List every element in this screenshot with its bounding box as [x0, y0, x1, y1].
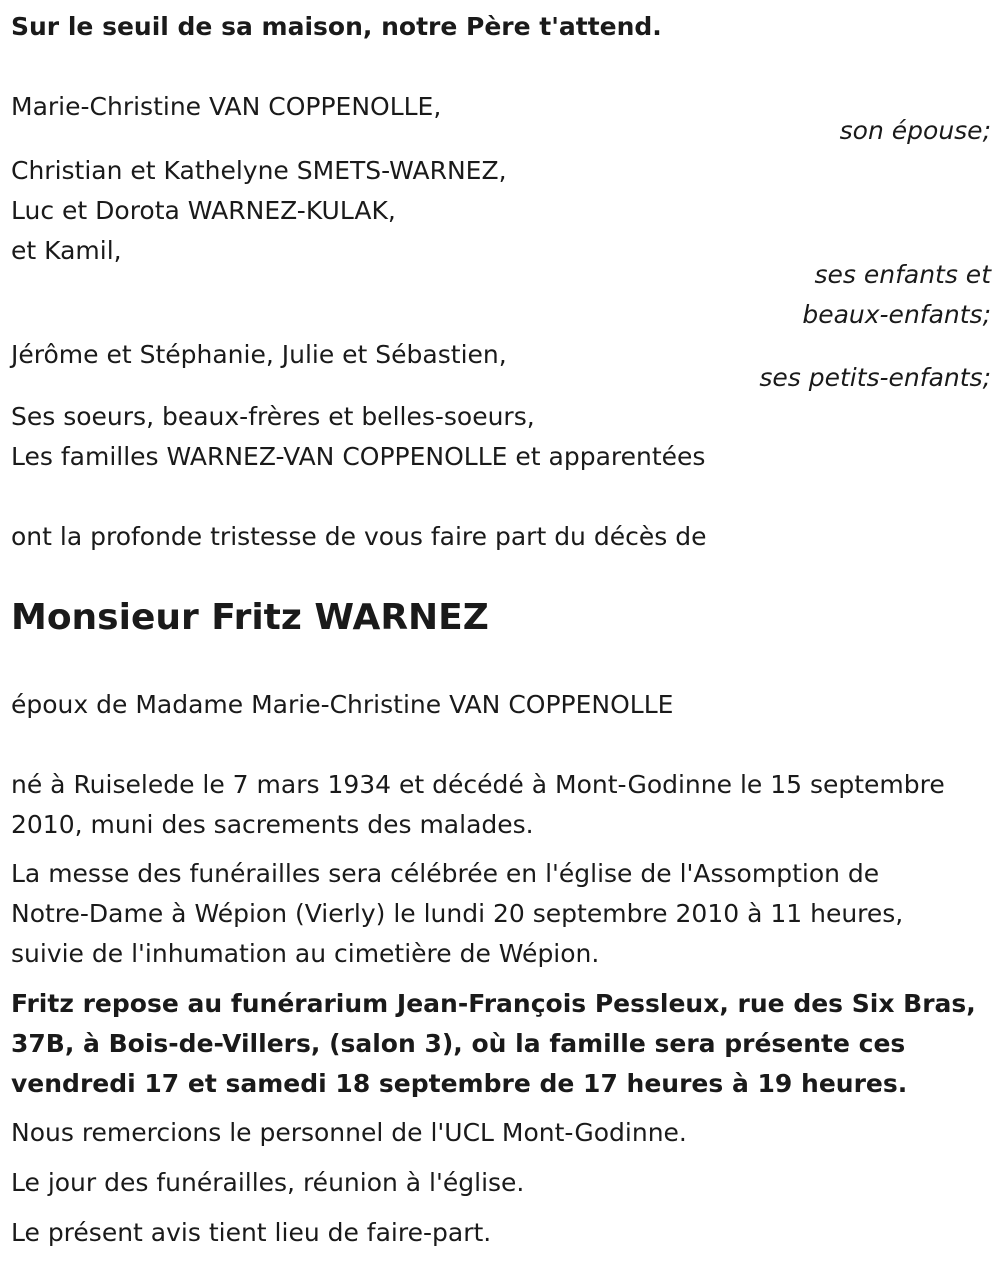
child-line-3: et Kamil, — [11, 236, 122, 265]
grandchildren-names: Jérôme et Stéphanie, Julie et Sébastien, — [11, 340, 507, 369]
funerarium-line-1: Fritz repose au funérarium Jean-François Pessleux, rue des Six Bras, — [11, 989, 976, 1018]
thanks-text: Nous remercions le personnel de l'UCL Mont-Godinne. — [11, 1118, 687, 1147]
children-role-line-1: ses enfants et — [814, 260, 991, 289]
mass-line-1: La messe des funérailles sera célébrée en l'église de l'Assomption de — [11, 859, 880, 888]
child-line-1: Christian et Kathelyne SMETS-WARNEZ, — [11, 156, 507, 185]
funerarium-line-2: 37B, à Bois-de-Villers, (salon 3), où la famille sera présente ces — [11, 1029, 906, 1058]
announcement-intro: ont la profonde tristesse de vous faire part du décès de — [11, 522, 707, 551]
spouse-of: époux de Madame Marie-Christine VAN COPPENOLLE — [11, 690, 674, 719]
spouse-name: Marie-Christine VAN COPPENOLLE, — [11, 92, 442, 121]
notice-text: Le présent avis tient lieu de faire-part. — [11, 1218, 492, 1247]
deceased-name: Monsieur Fritz WARNEZ — [11, 597, 489, 638]
grandchildren-role: ses petits-enfants; — [759, 363, 991, 392]
opening-quote: Sur le seuil de sa maison, notre Père t'attend. — [11, 12, 662, 41]
mass-line-3: suivie de l'inhumation au cimetière de Wépion. — [11, 939, 600, 968]
meeting-text: Le jour des funérailles, réunion à l'église. — [11, 1168, 525, 1197]
spouse-role: son épouse; — [839, 116, 991, 145]
mass-line-2: Notre-Dame à Wépion (Vierly) le lundi 20 septembre 2010 à 11 heures, — [11, 899, 904, 928]
birth-death-line-2: 2010, muni des sacrements des malades. — [11, 810, 534, 839]
other-relatives-line-2: Les familles WARNEZ-VAN COPPENOLLE et apparentées — [11, 442, 706, 471]
other-relatives-line-1: Ses soeurs, beaux-frères et belles-soeurs, — [11, 402, 535, 431]
birth-death-line-1: né à Ruiselede le 7 mars 1934 et décédé à Mont-Godinne le 15 septembre — [11, 770, 945, 799]
funerarium-line-3: vendredi 17 et samedi 18 septembre de 17 heures à 19 heures. — [11, 1069, 908, 1098]
children-role-line-2: beaux-enfants; — [802, 300, 991, 329]
child-line-2: Luc et Dorota WARNEZ-KULAK, — [11, 196, 396, 225]
